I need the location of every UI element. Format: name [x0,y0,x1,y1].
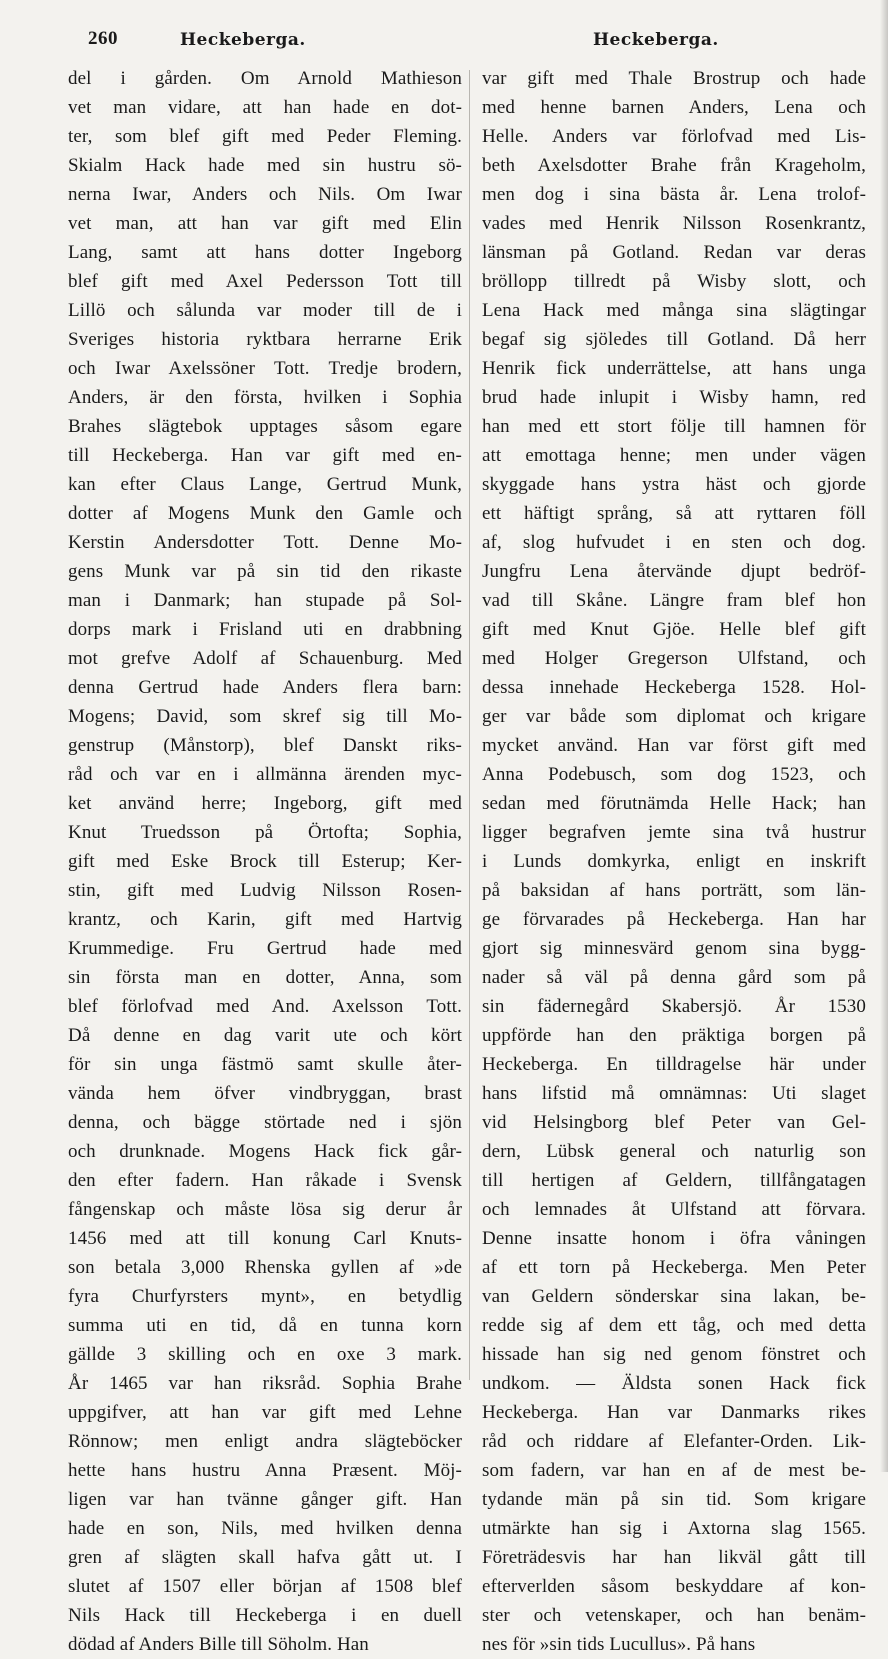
text-line: utmärkte han sig i Axtorna slag 1565. [482,1518,866,1539]
text-line: med Holger Gregerson Ulfstand, och [482,648,866,669]
text-line: sin första man en dotter, Anna, som [68,967,462,988]
text-line: den efter fadern. Han råkade i Svensk [68,1170,462,1191]
text-line: summa uti en tid, då en tunna korn [68,1315,462,1336]
text-line: nerna Iwar, Anders och Nils. Om Iwar [68,184,462,205]
text-line: hissade han sig ned genom fönstret och [482,1344,866,1365]
text-line: 1456 med att till konung Carl Knuts- [68,1228,462,1249]
text-line: Brahes slägtebok upptages såsom egare [68,416,462,437]
text-line: som fadern, var han en af de mest be- [482,1460,866,1481]
text-line: hade en son, Nils, med hvilken denna [68,1518,462,1539]
text-line: dern, Lübsk general och naturlig son [482,1141,866,1162]
text-line: stin, gift med Ludvig Nilsson Rosen- [68,880,462,901]
page-number: 260 [88,28,118,49]
text-line: dödad af Anders Bille till Söholm. Han [68,1634,369,1655]
text-line: Anders, är den första, hvilken i Sophia [68,387,462,408]
running-head-right: Heckeberga. [593,30,719,50]
running-head-left: Heckeberga. [180,30,306,50]
text-line: ket använd herre; Ingeborg, gift med [68,793,462,814]
text-line: Rönnow; men enligt andra slägteböcker [68,1431,462,1452]
text-line: ger var både som diplomat och krigare [482,706,866,727]
text-line: vades med Henrik Nilsson Rosenkrantz, [482,213,866,234]
text-line: ligen var han tvänne gånger gift. Han [68,1489,462,1510]
text-line: sedan med förutnämda Helle Hack; han [482,793,866,814]
text-line: och drunknade. Mogens Hack fick går- [68,1141,462,1162]
text-line: bröllopp tillredt på Wisby slott, och [482,271,866,292]
text-line: och Iwar Axelssöner Tott. Tredje brodern, [68,358,462,379]
text-line: vända hem öfver vindbryggan, brast [68,1083,462,1104]
text-line: denna, och bägge störtade ned i sjön [68,1112,462,1133]
text-line: gens Munk var på sin tid den rikaste [68,561,462,582]
text-line: vid Helsingborg blef Peter van Gel- [482,1112,866,1133]
text-line: begaf sig sjöledes till Gotland. Då herr [482,329,866,350]
text-line: ter, som blef gift med Peder Fleming. [68,126,462,147]
text-line: ge förvarades på Heckeberga. Han har [482,909,866,930]
text-line: slutet af 1507 eller början af 1508 blef [68,1576,462,1597]
text-line: van Geldern sönderskar sina lakan, be- [482,1286,866,1307]
text-line: Lena Hack med många sina slägtingar [482,300,866,321]
text-line: Lillö och sålunda var moder till de i [68,300,462,321]
text-line: kan efter Claus Lange, Gertrud Munk, [68,474,462,495]
text-line: Lang, samt att hans dotter Ingeborg [68,242,462,263]
text-line: son betala 3,000 Rhenska gyllen af »de [68,1257,462,1278]
text-line: dessa innehade Heckeberga 1528. Hol- [482,677,866,698]
text-line: med henne barnen Anders, Lena och [482,97,866,118]
text-line: Skialm Hack hade med sin hustru sö- [68,155,462,176]
text-line: af ett torn på Heckeberga. Men Peter [482,1257,866,1278]
text-line: Nils Hack till Heckeberga i en duell [68,1605,462,1626]
text-line: Helle. Anders var förlofvad med Lis- [482,126,866,147]
text-line: hans lifstid må omnämnas: Uti slaget [482,1083,866,1104]
text-line: gren af slägten skall hafva gått ut. I [68,1547,462,1568]
text-line: nes för »sin tids Lucullus». På hans [482,1634,756,1655]
text-line: tydande män på sin tid. Som krigare [482,1489,866,1510]
text-line: dorps mark i Frisland uti en drabbning [68,619,462,640]
text-line: ligger begrafven jemte sina två hustrur [482,822,866,843]
text-line: Henrik fick underrättelse, att hans unga [482,358,866,379]
text-line: blef förlofvad med And. Axelsson Tott. [68,996,462,1017]
text-line: gift med Eske Brock till Esterup; Ker- [68,851,462,872]
text-line: han med ett stort följe till hamnen för [482,416,866,437]
text-line: blef gift med Axel Pedersson Tott till [68,271,462,292]
text-line: till Heckeberga. Han var gift med en- [68,445,462,466]
text-line: År 1465 var han riksråd. Sophia Brahe [68,1373,462,1394]
text-line: efterverlden såsom beskyddare af kon- [482,1576,866,1597]
text-line: att emottaga henne; men under vägen [482,445,866,466]
text-line: länsman på Gotland. Redan var deras [482,242,866,263]
text-line: uppgifver, att han var gift med Lehne [68,1402,462,1423]
text-line: fångenskap och måste lösa sig derur år [68,1199,462,1220]
text-line: af, slog hufvudet i en sten och dog. [482,532,866,553]
text-line: genstrup (Månstorp), blef Danskt riks- [68,735,462,756]
text-line: råd och var en i allmänna ärenden myc- [68,764,462,785]
text-line: till hertigen af Geldern, tillfångatagen [482,1170,866,1191]
text-line: i Lunds domkyrka, enligt en inskrift [482,851,866,872]
text-line: Denne insatte honom i öfra våningen [482,1228,866,1249]
text-line: vet man, att han var gift med Elin [68,213,462,234]
text-line: för sin unga fästmö samt skulle åter- [68,1054,462,1075]
text-line: Då denne en dag varit ute och kört [68,1025,462,1046]
text-line: gällde 3 skilling och en oxe 3 mark. [68,1344,462,1365]
text-line: skyggade hans ystra häst och gjorde [482,474,866,495]
text-line: Krummedige. Fru Gertrud hade med [68,938,462,959]
text-line: och lemnades åt Ulfstand att förvara. [482,1199,866,1220]
text-line: nader så väl på denna gård som på [482,967,866,988]
text-line: ster och vetenskaper, och han benäm- [482,1605,866,1626]
text-line: Knut Truedsson på Örtofta; Sophia, [68,822,462,843]
text-line: man i Danmark; han stupade på Sol- [68,590,462,611]
text-line: mycket använd. Han var först gift med [482,735,866,756]
page-edge-shadow [880,0,888,1472]
left-text-column [68,64,462,1659]
text-line: på baksidan af hans porträtt, som län- [482,880,866,901]
text-line: vet man vidare, att han hade en dot- [68,97,462,118]
text-line: ett häftigt språng, så att ryttaren föll [482,503,866,524]
text-line: redde sig af dem ett tåg, och med detta [482,1315,866,1336]
text-line: var gift med Thale Brostrup och hade [482,68,866,89]
text-line: del i gården. Om Arnold Mathieson [68,68,462,89]
text-line: sin fädernegård Skabersjö. År 1530 [482,996,866,1017]
column-divider [469,70,470,1380]
text-line: Jungfru Lena återvände djupt bedröf- [482,561,866,582]
text-line: beth Axelsdotter Brahe från Krageholm, [482,155,866,176]
text-line: uppförde han den präktiga borgen på [482,1025,866,1046]
text-line: Företrädesvis har han likväl gått till [482,1547,866,1568]
text-line: gjort sig minnesvärd genom sina bygg- [482,938,866,959]
text-line: Sveriges historia ryktbara herrarne Erik [68,329,462,350]
text-line: denna Gertrud hade Anders flera barn: [68,677,462,698]
text-line: undkom. — Äldsta sonen Hack fick [482,1373,866,1394]
text-line: dotter af Mogens Munk den Gamle och [68,503,462,524]
text-line: fyra Churfyrsters mynt», en betydlig [68,1286,462,1307]
text-line: gift med Knut Gjöe. Helle blef gift [482,619,866,640]
text-line: brud hade inlupit i Wisby hamn, red [482,387,866,408]
text-line: råd och riddare af Elefanter-Orden. Lik- [482,1431,866,1452]
text-line: mot grefve Adolf af Schauenburg. Med [68,648,462,669]
right-text-column [482,64,866,1659]
text-line: Kerstin Andersdotter Tott. Denne Mo- [68,532,462,553]
text-line: hette hans hustru Anna Præsent. Möj- [68,1460,462,1481]
text-line: Heckeberga. Han var Danmarks rikes [482,1402,866,1423]
text-line: Anna Podebusch, som dog 1523, och [482,764,866,785]
text-line: Mogens; David, som skref sig till Mo- [68,706,462,727]
text-line: Heckeberga. En tilldragelse här under [482,1054,866,1075]
text-line: vad till Skåne. Längre fram blef hon [482,590,866,611]
text-line: men dog i sina bästa år. Lena trolof- [482,184,866,205]
text-line: krantz, och Karin, gift med Hartvig [68,909,462,930]
